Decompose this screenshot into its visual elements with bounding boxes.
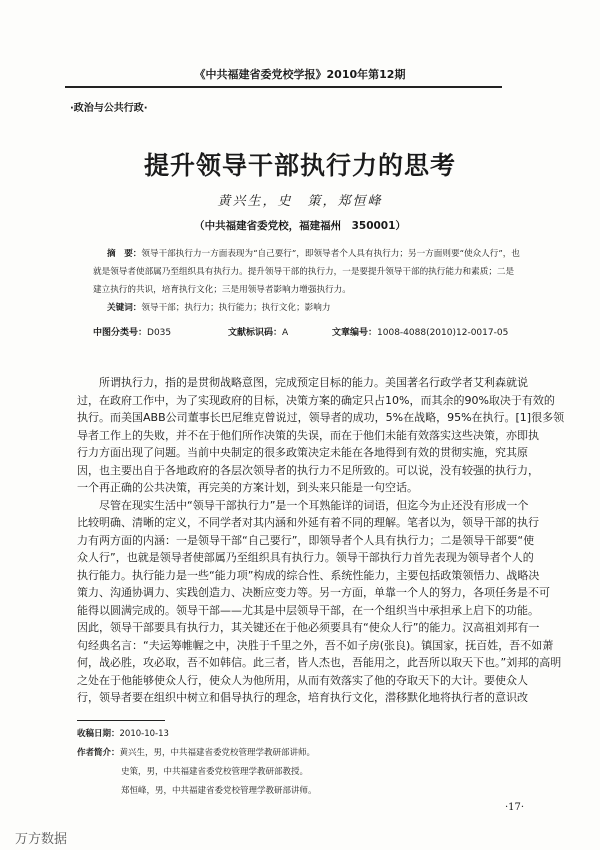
body-line: 行，领导者要在组织中树立和倡导执行的理念，培育执行文化，潜移默化地将执行者的意识改: [77, 691, 528, 704]
body-line: 能得以圆满完成的。领导干部——尤其是中层领导干部，在一个组织当中承担承上启下的功能。: [77, 603, 539, 617]
body-line: 策力、沟通协调力、实践创造力、决断应变力等。另一方面，单靠一个人的努力，各项任务是不可: [77, 586, 550, 599]
section-tag: ·政治与公共行政·: [70, 103, 148, 114]
bio-line: 史策，男，中共福建省委党校管理学教研部教授。: [121, 767, 309, 777]
article-number-value: 1008-4088(2010)12-0017-05: [377, 328, 509, 338]
received-value: 2010-10-13: [119, 729, 169, 739]
watermark: 万方数据: [15, 832, 68, 847]
abstract-line: 领导干部执行力一方面表现为“自己要行”，即领导者个人具有执行力；另一方面则要“使众人行”，也: [141, 249, 520, 259]
article-number-label: 文章编号：: [332, 328, 378, 338]
classification: [93, 325, 171, 338]
abstract-line: 建立执行的共识，培育执行文化；三是用领导者影响力增强执行力。: [93, 285, 351, 295]
body-line: 句经典名言：“夫运筹帷幄之中，决胜于千里之外，吾不如子房(张良)。镇国家，抚百姓，吾不如萧: [77, 638, 554, 652]
received-date: [77, 727, 169, 739]
article-title: 提升领导干部执行力的思考: [143, 151, 456, 180]
received-label: 收稿日期：: [77, 729, 120, 739]
page-number: ·17·: [505, 802, 525, 813]
body-line: 执行。而美国ABB公司董事长巴尼维克曾说过，领导者的成功，5%在战略，95%在执行。[1]很多领: [77, 411, 565, 424]
body-line: 行力方面出现了问题。当前中央制定的很多政策决定未能在各地得到有效的贯彻实施，究其原: [77, 446, 528, 459]
body-line: 导者工作上的失败，并不在于他们所作决策的失误，而在于他们未能有效落实这些决策，亦即执: [77, 428, 539, 442]
article-authors: 黄兴生，史 策，郑恒峰: [217, 194, 383, 209]
body-line: 众人行”，也就是领导者使部属乃至组织具有执行力。领导干部执行力首先表现为领导者个人的: [77, 551, 534, 564]
journal-header: 《中共福建省委党校学报》2010年第12期: [194, 68, 406, 81]
body-line: 过，在政府工作中，为了实现政府的目标，决策方案的确定只占10%，而其余的90%取决于有效的: [77, 393, 555, 407]
doc-code-value: A: [282, 328, 289, 338]
keywords-value: 领导干部；执行力；执行能力；执行文化；影响力: [141, 303, 331, 313]
bio-line: 黄兴生，男，中共福建省委党校管理学教研部讲师。: [119, 748, 316, 758]
classification-value: D035: [147, 328, 172, 338]
body-line: 力有两方面的内涵：一是领导干部“自己要行”，即领导者个人具有执行力；二是领导干部要“使: [77, 533, 535, 547]
doc-code-label: 文献标识码：: [228, 328, 283, 338]
body-line: 尽管在现实生活中“领导干部执行力”是一个耳熟能详的词语，但迄今为止还没有形成一个: [99, 498, 529, 512]
body-line: 因此，领导干部要具有执行力，其关键还在于他必须要具有“使众人行”的能力。汉高祖刘邦有一: [77, 621, 540, 634]
body-line: 因，也主要出自于各地政府的各层次领导者的执行力不足所致的。可以说，没有较强的执行力，: [77, 463, 539, 477]
abstract: [93, 245, 525, 317]
doc-code: [228, 325, 288, 338]
abstract-line: 就是领导者使部属乃至组织具有执行力。提升领导干部的执行力，一是要提升领导干部的执行能力和素质；二是: [93, 267, 515, 277]
footnote-rule: [77, 720, 165, 721]
bio-label: 作者简介：: [77, 748, 120, 758]
body-line: 之处在于他能够使众人行，使众人为他所用，从而有效落实了他的夺取天下的大计。要使众人: [77, 673, 528, 687]
body-line: 所谓执行力，指的是贯彻战略意图，完成预定目标的能力。美国著名行政学者艾利森就说: [99, 376, 528, 389]
classification-label: 中图分类号：: [93, 328, 148, 338]
keywords-label: 关键词：: [107, 303, 142, 313]
article-number: [332, 325, 508, 338]
body-line: 比较明确、清晰的定义，不同学者对其内涵和外延有着不同的理解。笔者以为，领导干部的执行: [77, 516, 539, 529]
body-line: 执行能力。执行能力是一些“能力项”构成的综合性、系统性能力，主要包括政策领悟力、战略决: [77, 568, 540, 582]
author-bio: [77, 746, 315, 758]
abstract-label: 摘 要：: [107, 249, 142, 259]
body-line: 何，战必胜，攻必取，吾不如韩信。此三者，皆人杰也，吾能用之，此吾所以取天下也。”刘邦的高明: [77, 656, 562, 669]
body-line: 一个再正确的公共决策，再完美的方案计划，到头来只能是一句空话。: [77, 481, 418, 494]
affiliation: （中共福建省委党校，福建福州 350001）: [194, 220, 406, 232]
header-rule: [65, 86, 502, 88]
bio-line: 郑恒峰，男，中共福建省委党校管理学教研部讲师。: [121, 786, 317, 796]
